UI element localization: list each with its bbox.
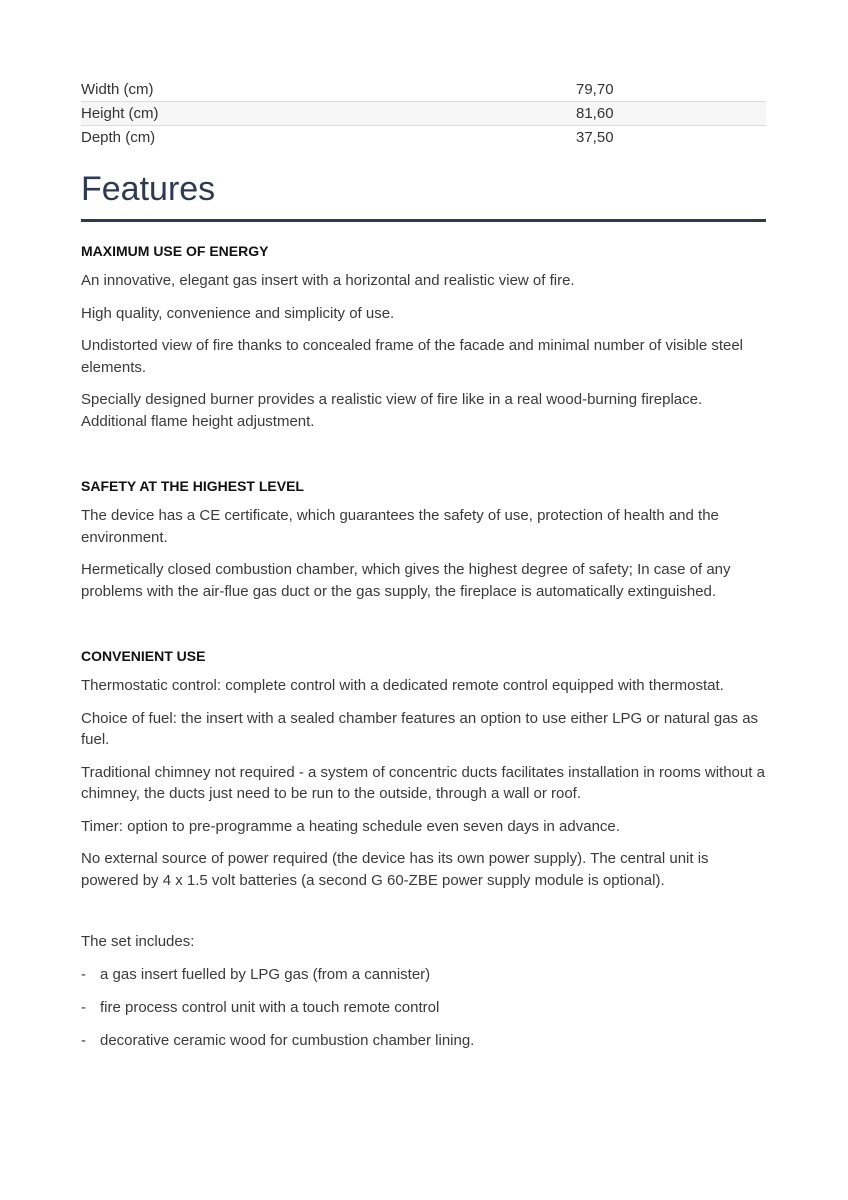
section-heading: SAFETY AT THE HIGHEST LEVEL xyxy=(81,478,304,494)
spec-row-depth xyxy=(81,126,766,150)
set-list xyxy=(81,964,766,1052)
paragraph: Choice of fuel: the insert with a sealed chamber features an option to use either LPG or natural gas as fuel. xyxy=(81,709,759,748)
paragraph: An innovative, elegant gas insert with a horizontal and realistic view of fire. xyxy=(81,272,575,289)
list-item xyxy=(81,1030,766,1052)
list-item xyxy=(81,964,766,986)
paragraph: Undistorted view of fire thanks to concealed frame of the facade and minimal number of visible steel elements. xyxy=(81,337,744,376)
section-convenient-use xyxy=(81,647,766,891)
paragraph: High quality, convenience and simplicity of use. xyxy=(81,304,395,322)
set-intro: The set includes: xyxy=(81,933,195,950)
paragraph: The device has a CE certificate, which guarantees the safety of use, protection of health and the environment. xyxy=(81,507,719,546)
paragraph: Timer: option to pre-programme a heating schedule even seven days in advance. xyxy=(81,817,620,835)
spec-label: Height (cm) xyxy=(81,105,159,122)
features-content xyxy=(81,242,766,1051)
list-item-text: fire process control unit with a touch remote control xyxy=(100,998,440,1016)
paragraph: Specially designed burner provides a realistic view of fire like in a real wood-burning fireplace. Additional flame height adjustment. xyxy=(81,391,703,430)
paragraph: No external source of power required (the device has its own power supply). The central unit is powered by 4 x 1.5 volt batteries (a second G 60-ZBE power supply module is optional). xyxy=(81,850,709,889)
spec-label: Depth (cm) xyxy=(81,129,156,146)
spec-value: 37,50 xyxy=(576,129,614,146)
list-item-text: decorative ceramic wood for cumbustion chamber lining. xyxy=(100,1031,475,1049)
dimensions-table xyxy=(81,78,766,149)
paragraph: Traditional chimney not required - a system of concentric ducts facilitates installation in rooms without a chimney, the ducts just need to be run to the outside, through a wall or roof. xyxy=(81,763,765,802)
paragraph: Thermostatic control: complete control with a dedicated remote control equipped with thermostat. xyxy=(81,677,724,694)
dash-bullet-icon: - xyxy=(81,1031,86,1049)
list-item-text: a gas insert fuelled by LPG gas (from a cannister) xyxy=(100,965,431,983)
features-title: Features xyxy=(81,169,766,222)
section-safety xyxy=(81,477,766,602)
section-energy xyxy=(81,242,766,432)
spec-row-height xyxy=(81,102,766,126)
spec-value: 81,60 xyxy=(576,105,614,122)
spec-label: Width (cm) xyxy=(81,81,154,98)
dash-bullet-icon: - xyxy=(81,998,86,1016)
set-includes xyxy=(81,931,766,1051)
section-heading: CONVENIENT USE xyxy=(81,648,206,664)
list-item xyxy=(81,997,766,1019)
spec-value: 79,70 xyxy=(576,81,614,98)
document-page xyxy=(81,78,766,1063)
spec-row-width xyxy=(81,78,766,102)
dash-bullet-icon: - xyxy=(81,965,86,983)
paragraph: Hermetically closed combustion chamber, which gives the highest degree of safety; In case of any problems with the air-flue gas duct or the gas supply, the fireplace is automatically extinguished. xyxy=(81,561,731,600)
section-heading: MAXIMUM USE OF ENERGY xyxy=(81,243,269,259)
